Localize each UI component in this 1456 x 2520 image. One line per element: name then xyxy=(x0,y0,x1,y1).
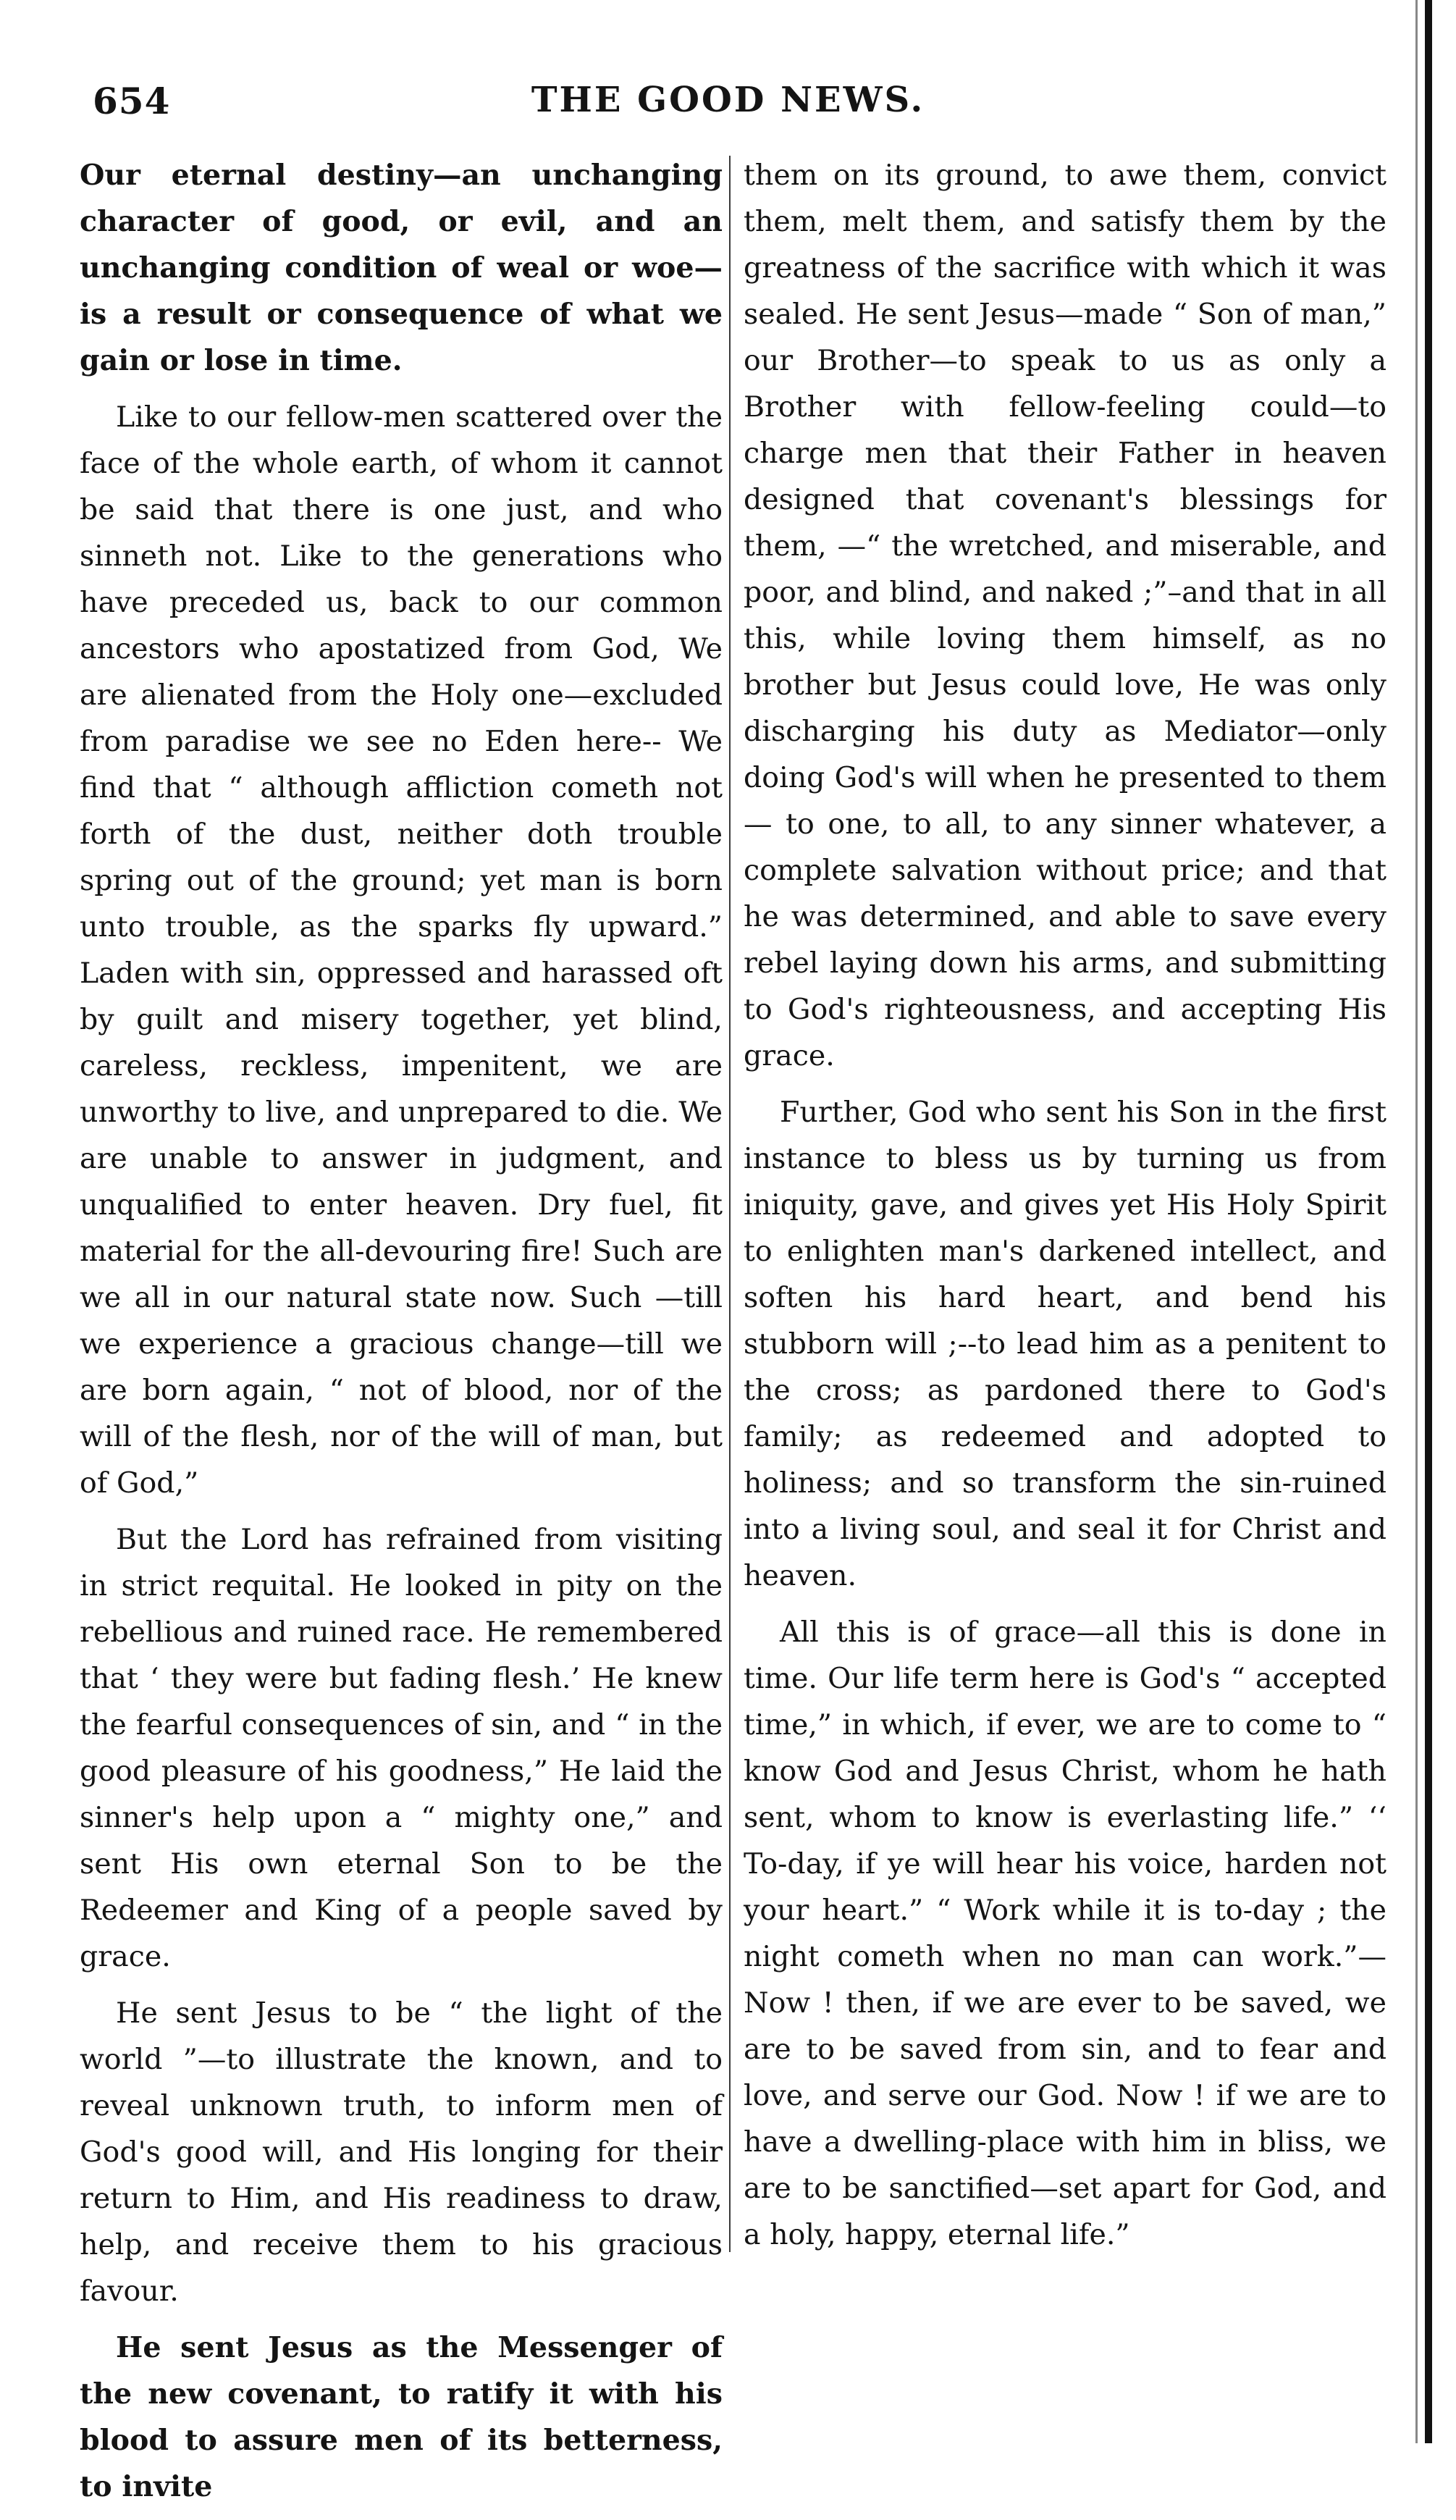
paragraph-on-its-ground: them on its ground, to awe them, convict them, melt them, and satisfy them by the greatness of the sacrifice with which it was sealed. He sent Jesus—made “ Son of man,” our Brother—to speak to us as only a Brother with fellow-feeling could—to charge men that their Father in heaven designed that covenant's blessings for them, —“ the wretched, and miserable, and poor, and blind, and naked ;”–and that in all this, while loving them himself, as no brother but Jesus could love, He was only discharging his duty as Mediator—only doing God's will when he presented to them— to one, to all, to any sinner whatever, a complete salvation without price; and that he was determined, and able to save every rebel laying down his arms, and submitting to God's righteousness, and accepting His grace. xyxy=(744,159,1386,1072)
paragraph-messenger-covenant: He sent Jesus as the Messenger of the new covenant, to ratify it with his blood to assure men of its betterness, to invite xyxy=(80,2331,723,2503)
paragraph-holy-spirit: Further, God who sent his Son in the first instance to bless us by turning us from iniquity, gave, and gives yet His Holy Spirit to enlighten man's darkened intellect, and soften his hard heart, and bend his stubborn will ;--to lead him as a penitent to the cross; as pardoned there to God's family; as redeemed and adopted to holiness; and so transform the sin-ruined into a living soul, and seal it for Christ and heaven. xyxy=(744,1096,1386,1592)
paragraph-fellow-men: Like to our fellow-men scattered over the face of the whole earth, of whom it cannot be said that there is one just, and who sinneth not. Like to the generations who have preceded us, back to our common ancestors who apostatized from God, We are alienated from the Holy one—excluded from paradise we see no Eden here-- We find that “ although affliction cometh not forth of the dust, neither doth trouble spring out of the ground; yet man is born unto trouble, as the sparks fly upward.” Laden with sin, oppressed and harassed oft by guilt and misery together, yet blind, careless, reckless, impenitent, we are unworthy to live, and unprepared to die. We are unable to answer in judgment, and unqualified to enter heaven. Dry fuel, fit material for the all-devouring fire! Such are we all in our natural state now. Such —till we experience a gracious change—till we are born again, “ not of blood, nor of the will of the flesh, nor of the will of man, but of God,” xyxy=(80,400,723,1500)
right-column xyxy=(744,152,1386,2268)
page-number: 654 xyxy=(93,80,171,122)
paragraph-eternal-destiny: Our eternal destiny—an unchanging character of good, or evil, and an unchanging condition of weal or woe—is a result or consequence of what we gain or lose in time. xyxy=(80,159,723,377)
page-binding-shadow xyxy=(1415,0,1418,2443)
left-column xyxy=(80,152,723,2520)
paragraph-all-of-grace: All this is of grace—all this is done in time. Our life term here is God's “ accepted time,” in which, if ever, we are to come to “ know God and Jesus Christ, whom he hath sent, whom to know is everlasting life.” ‘‘ To-day, if ye will hear his voice, harden not your heart.” “ Work while it is to-day ; the night cometh when no man can work.”—Now ! then, if we are ever to be saved, we are to be saved from sin, and to fear and love, and serve our God. Now ! if we are to have a dwelling-place with him in bliss, we are to be sanctified—set apart for God, and a holy, happy, eternal life.” xyxy=(744,1616,1386,2251)
running-head-title: THE GOOD NEWS. xyxy=(531,80,925,120)
paragraph-lord-refrained: But the Lord has refrained from visiting in strict requital. He looked in pity on the rebellious and ruined race. He remembered that ‘ they were but fading flesh.’ He knew the fearful consequences of sin, and “ in the good pleasure of his goodness,” He laid the sinner's help upon a “ mighty one,” and sent His own eternal Son to be the Redeemer and King of a people saved by grace. xyxy=(80,1523,723,1973)
page-binding-edge xyxy=(1425,0,1432,2443)
column-divider xyxy=(729,156,731,2252)
paragraph-light-of-world: He sent Jesus to be “ the light of the world ”—to illustrate the known, and to reveal unknown truth, to inform men of God's good will, and His longing for their return to Him, and His readiness to draw, help, and receive them to his gracious favour. xyxy=(80,1996,723,2308)
